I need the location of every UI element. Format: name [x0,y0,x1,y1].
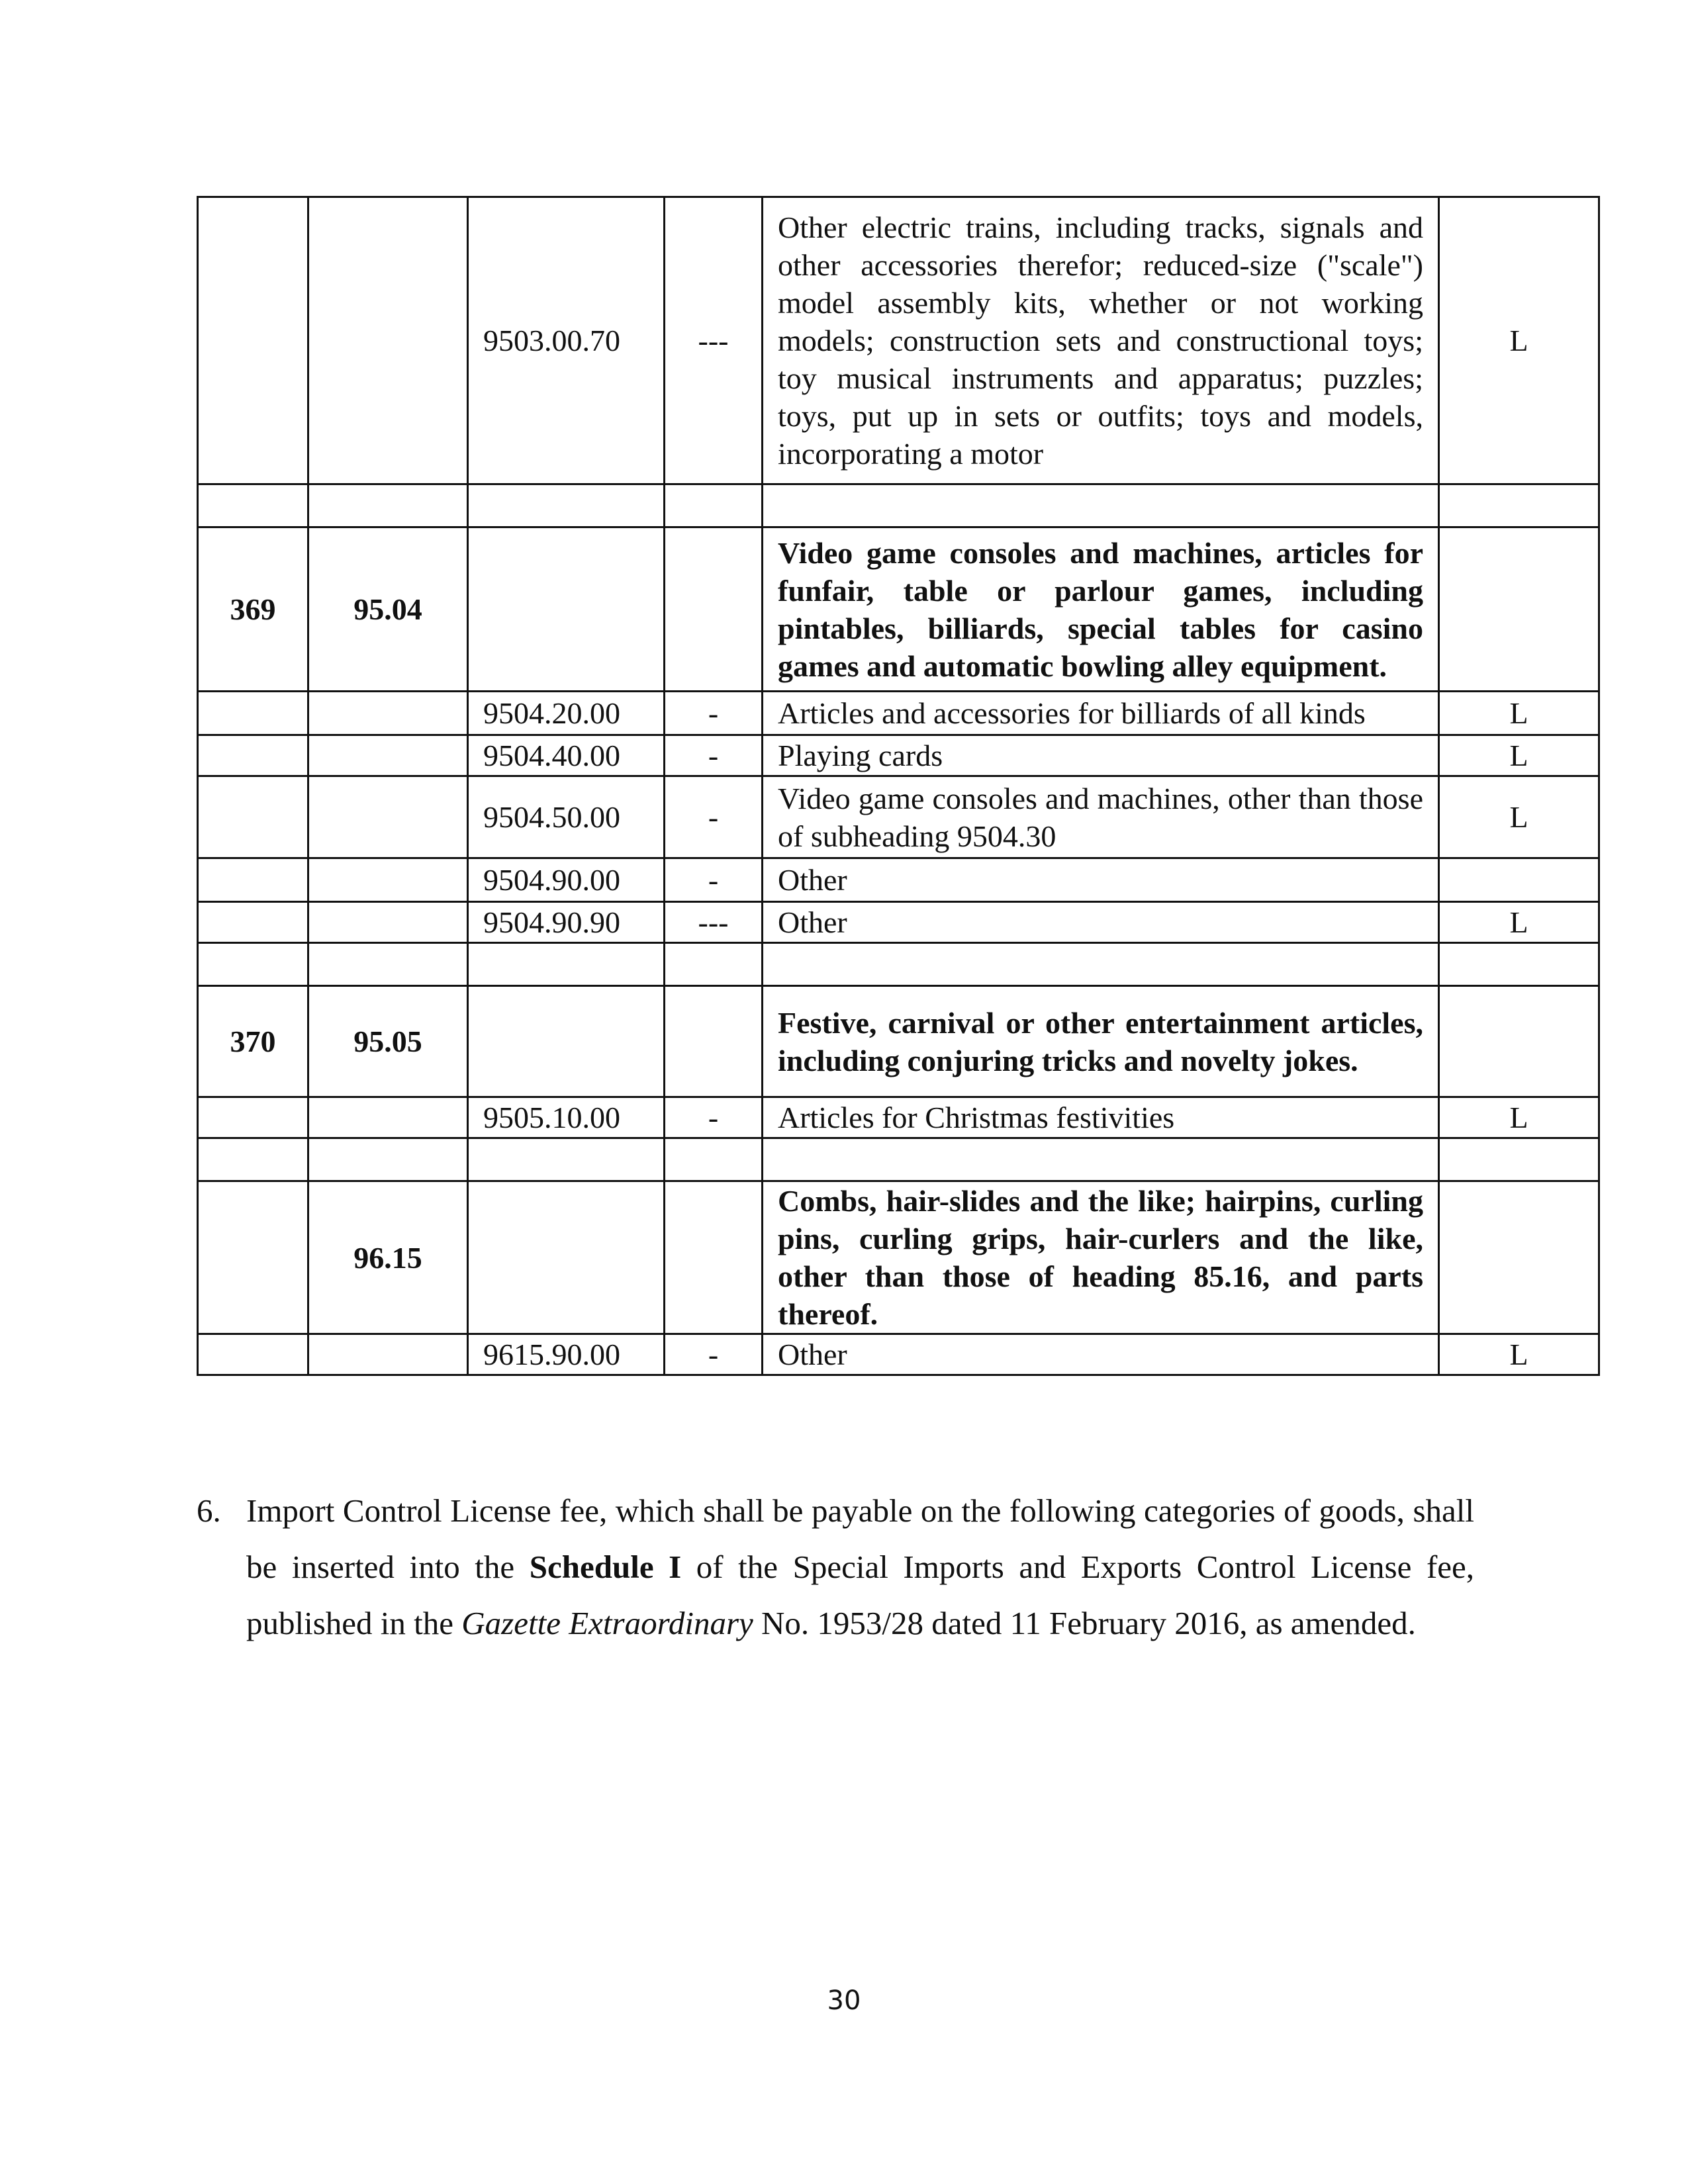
description-cell: Combs, hair-slides and the like; hairpins, curling pins, curling grips, hair-curlers and the like, other than those of heading 85.16, and parts thereof. [763,1181,1439,1334]
serial-number-cell [198,1334,308,1375]
paragraph-text [246,1482,1474,1651]
empty-cell [468,943,665,986]
empty-cell [198,484,308,527]
spacer-row [198,484,1599,527]
spacer-row [198,943,1599,986]
fee-category-cell: L [1439,735,1599,776]
hs-code-cell: 9505.10.00 [468,1097,665,1138]
description-cell: Articles for Christmas festivities [763,1097,1439,1138]
empty-cell [468,484,665,527]
heading-cell: 95.05 [308,986,468,1097]
fee-category-cell [1439,527,1599,692]
hs-code-cell: 9504.90.90 [468,902,665,943]
table-row [198,1097,1599,1138]
hs-code-cell [468,986,665,1097]
fee-category-cell: L [1439,902,1599,943]
table-row [198,858,1599,902]
empty-cell [308,943,468,986]
description-cell: Other [763,902,1439,943]
level-dash-cell: - [665,776,763,858]
fee-category-cell: L [1439,1334,1599,1375]
level-dash-cell: --- [665,197,763,484]
heading-cell [308,692,468,735]
paragraph-6 [197,1482,1474,1651]
level-dash-cell: - [665,1334,763,1375]
gazette-title: Gazette Extraordinary [461,1605,753,1641]
table-row [198,776,1599,858]
spacer-row [198,1138,1599,1181]
fee-category-cell: L [1439,776,1599,858]
table-row [198,692,1599,735]
level-dash-cell: - [665,692,763,735]
hs-code-cell: 9504.90.00 [468,858,665,902]
heading-cell [308,858,468,902]
tariff-table [197,196,1600,1376]
heading-cell: 96.15 [308,1181,468,1334]
heading-row [198,986,1599,1097]
heading-cell [308,197,468,484]
level-dash-cell [665,986,763,1097]
level-dash-cell: --- [665,902,763,943]
heading-cell [308,1334,468,1375]
serial-number-cell [198,1097,308,1138]
fee-category-cell [1439,986,1599,1097]
level-dash-cell: - [665,1097,763,1138]
paragraph-text-part-3: No. 1953/28 dated 11 February 2016, as amended. [753,1605,1416,1641]
empty-cell [665,943,763,986]
hs-code-cell [468,527,665,692]
empty-cell [763,484,1439,527]
fee-category-cell: L [1439,692,1599,735]
table-row [198,197,1599,484]
empty-cell [665,1138,763,1181]
schedule-reference: Schedule I [529,1549,682,1585]
serial-number-cell [198,197,308,484]
hs-code-cell: 9504.20.00 [468,692,665,735]
hs-code-cell: 9503.00.70 [468,197,665,484]
empty-cell [308,1138,468,1181]
paragraph-text-part-1: Import Control License fee, which shall be payable on the following categories of goods, shall be inserted into the [246,1492,1474,1585]
level-dash-cell: - [665,858,763,902]
table-row [198,902,1599,943]
serial-number-cell: 369 [198,527,308,692]
description-cell: Other electric trains, including tracks, signals and other accessories therefor; reduced-size ("scale") model assembly kits, whether or not working models; construction sets and constructional toys; toy musical instruments and apparatus; puzzles; toys, put up in sets or outfits; toys and models, incorporating a motor [763,197,1439,484]
description-cell: Other [763,858,1439,902]
serial-number-cell [198,776,308,858]
serial-number-cell [198,692,308,735]
level-dash-cell [665,1181,763,1334]
hs-code-cell [468,1181,665,1334]
description-cell: Video game consoles and machines, other than those of subheading 9504.30 [763,776,1439,858]
serial-number-cell [198,858,308,902]
hs-code-cell: 9615.90.00 [468,1334,665,1375]
level-dash-cell [665,527,763,692]
level-dash-cell: - [665,735,763,776]
serial-number-cell [198,735,308,776]
hs-code-cell: 9504.40.00 [468,735,665,776]
empty-cell [198,943,308,986]
empty-cell [763,943,1439,986]
heading-cell: 95.04 [308,527,468,692]
heading-cell [308,902,468,943]
heading-cell [308,776,468,858]
serial-number-cell: 370 [198,986,308,1097]
description-cell: Articles and accessories for billiards of all kinds [763,692,1439,735]
empty-cell [1439,1138,1599,1181]
description-cell: Other [763,1334,1439,1375]
paragraph-text-part-2: of the Special Imports and Exports Control License fee, published in the [246,1549,1475,1641]
fee-category-cell: L [1439,197,1599,484]
heading-cell [308,735,468,776]
description-cell: Playing cards [763,735,1439,776]
fee-category-cell: L [1439,1097,1599,1138]
empty-cell [308,484,468,527]
paragraph-number: 6. [197,1492,221,1529]
fee-category-cell [1439,1181,1599,1334]
table-row [198,1334,1599,1375]
empty-cell [468,1138,665,1181]
fee-category-cell [1439,858,1599,902]
empty-cell [198,1138,308,1181]
heading-row [198,1181,1599,1334]
table-row [198,735,1599,776]
description-cell: Festive, carnival or other entertainment articles, including conjuring tricks and novelty jokes. [763,986,1439,1097]
empty-cell [665,484,763,527]
description-cell: Video game consoles and machines, articles for funfair, table or parlour games, including pintables, billiards, special tables for casino games and automatic bowling alley equipment. [763,527,1439,692]
empty-cell [763,1138,1439,1181]
serial-number-cell [198,902,308,943]
tariff-body [198,197,1599,1375]
empty-cell [1439,943,1599,986]
heading-cell [308,1097,468,1138]
empty-cell [1439,484,1599,527]
hs-code-cell: 9504.50.00 [468,776,665,858]
page-number: 30 [827,1985,861,2016]
heading-row [198,527,1599,692]
serial-number-cell [198,1181,308,1334]
